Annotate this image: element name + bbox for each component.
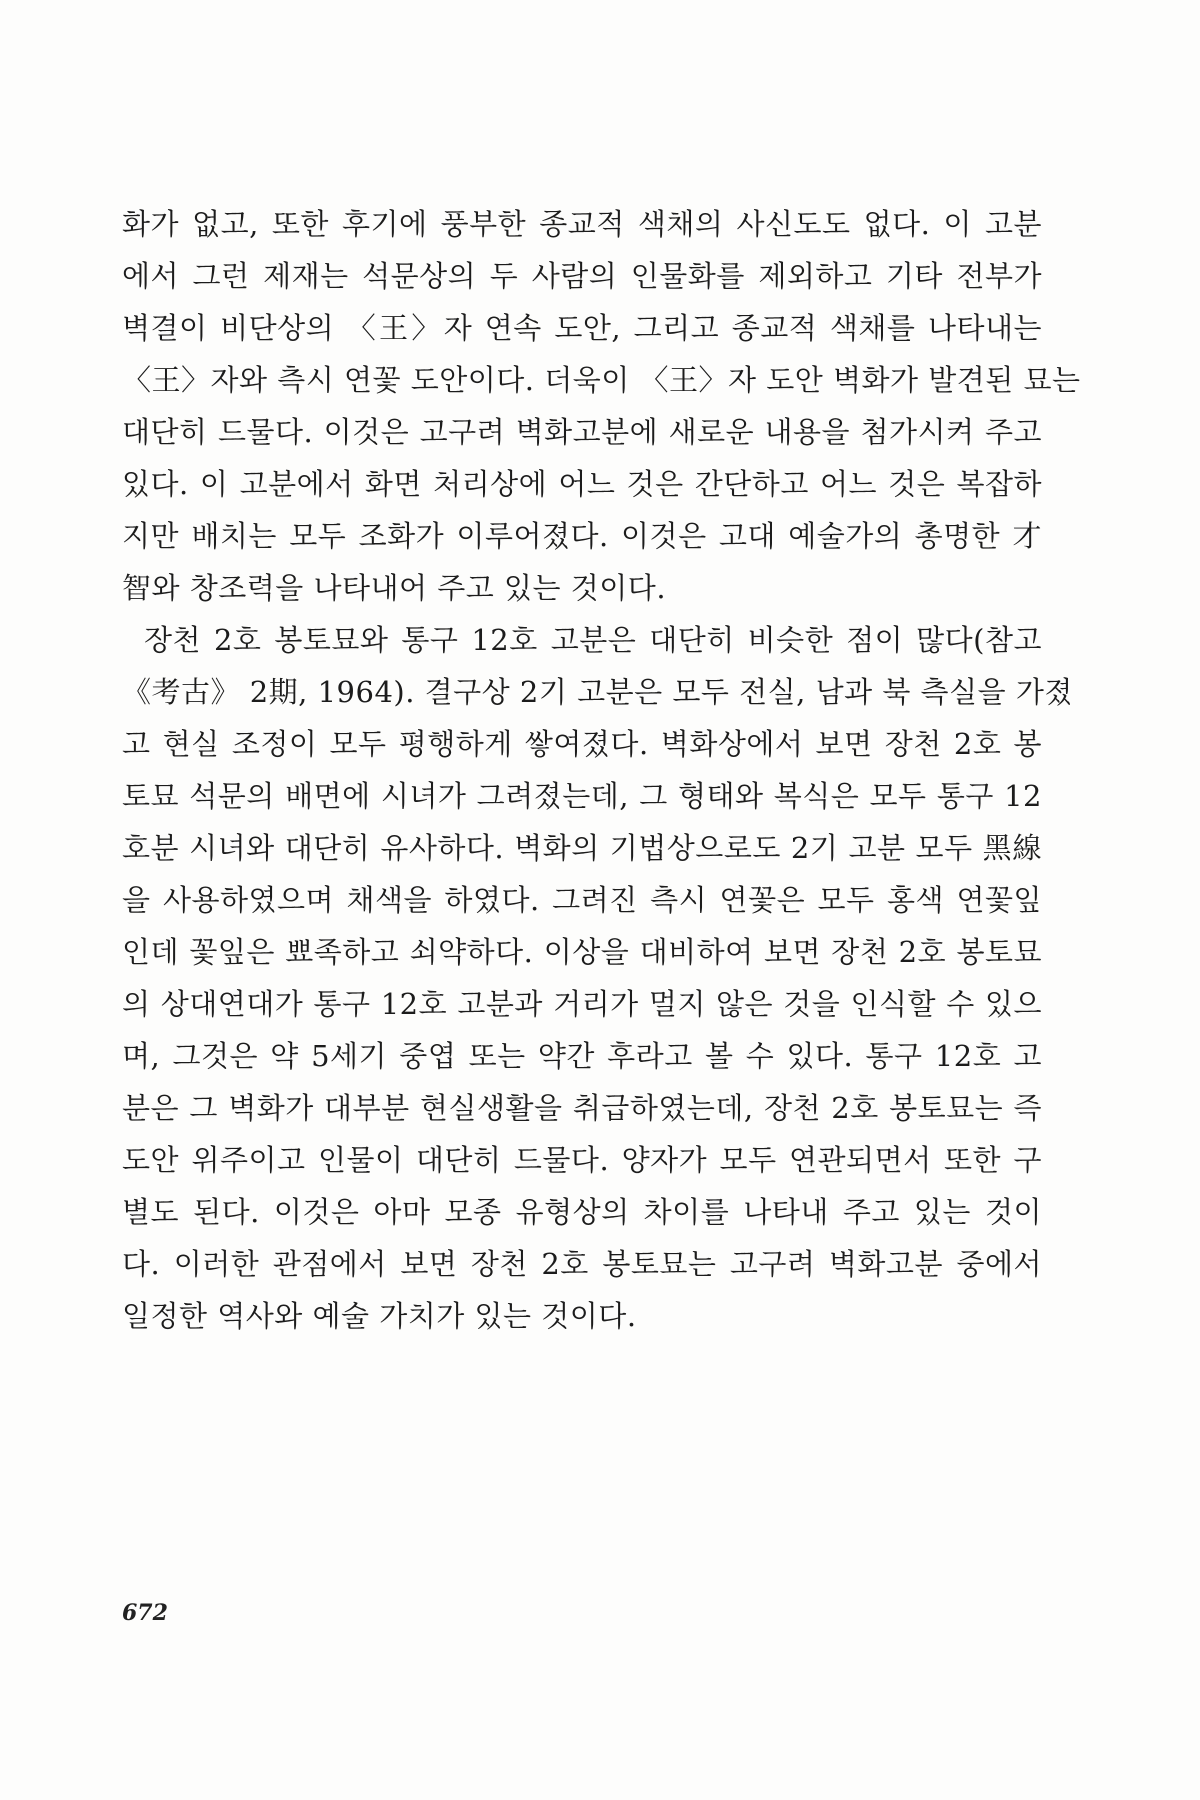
text-line: 고 현실 조정이 모두 평행하게 쌓여졌다. 벽화상에서 보면 장천 2호 봉 xyxy=(122,727,1042,761)
text-line: 호분 시녀와 대단히 유사하다. 벽화의 기법상으로도 2기 고분 모두 黑線 xyxy=(122,831,1042,865)
text-line: 도안 위주이고 인물이 대단히 드물다. 양자가 모두 연관되면서 또한 구 xyxy=(122,1143,1042,1177)
text-line: 을 사용하였으며 채색을 하였다. 그려진 측시 연꽃은 모두 홍색 연꽃잎 xyxy=(122,883,1042,917)
text-line: 인데 꽃잎은 뾰족하고 쇠약하다. 이상을 대비하여 보면 장천 2호 봉토묘 xyxy=(122,935,1042,969)
text-line: 〈王〉자와 측시 연꽃 도안이다. 더욱이 〈王〉자 도안 벽화가 발견된 묘는 xyxy=(122,363,1081,397)
text-line: 벽결이 비단상의 〈王〉자 연속 도안, 그리고 종교적 색채를 나타내는 xyxy=(122,311,1042,345)
text-line: 일정한 역사와 예술 가치가 있는 것이다. xyxy=(122,1299,637,1333)
text-line: 있다. 이 고분에서 화면 처리상에 어느 것은 간단하고 어느 것은 복잡하 xyxy=(122,467,1042,501)
body-text xyxy=(122,198,1081,1342)
page-number: 672 xyxy=(122,1600,168,1626)
text-line: 智와 창조력을 나타내어 주고 있는 것이다. xyxy=(122,571,667,605)
text-line: 토묘 석문의 배면에 시녀가 그려졌는데, 그 형태와 복식은 모두 통구 12 xyxy=(122,779,1042,813)
text-line: 에서 그런 제재는 석문상의 두 사람의 인물화를 제외하고 기타 전부가 xyxy=(122,259,1042,293)
text-line: 대단히 드물다. 이것은 고구려 벽화고분에 새로운 내용을 첨가시켜 주고 xyxy=(122,415,1042,449)
text-line: 화가 없고, 또한 후기에 풍부한 종교적 색채의 사신도도 없다. 이 고분 xyxy=(122,207,1042,241)
text-line: 지만 배치는 모두 조화가 이루어졌다. 이것은 고대 예술가의 총명한 才 xyxy=(122,519,1042,553)
text-line: 별도 된다. 이것은 아마 모종 유형상의 차이를 나타내 주고 있는 것이 xyxy=(122,1195,1042,1229)
text-line: 다. 이러한 관점에서 보면 장천 2호 봉토묘는 고구려 벽화고분 중에서 xyxy=(122,1247,1042,1281)
paragraph-first-line: 장천 2호 봉토묘와 통구 12호 고분은 대단히 비슷한 점이 많다(참고 xyxy=(144,623,1042,657)
text-line: 의 상대연대가 통구 12호 고분과 거리가 멀지 않은 것을 인식할 수 있으 xyxy=(122,987,1042,1021)
text-line: 분은 그 벽화가 대부분 현실생활을 취급하였는데, 장천 2호 봉토묘는 즉 xyxy=(122,1091,1042,1125)
text-line: 며, 그것은 약 5세기 중엽 또는 약간 후라고 볼 수 있다. 통구 12호 고 xyxy=(122,1039,1042,1073)
text-line: 《考古》 2期, 1964). 결구상 2기 고분은 모두 전실, 남과 북 측실을 가졌 xyxy=(122,675,1073,709)
